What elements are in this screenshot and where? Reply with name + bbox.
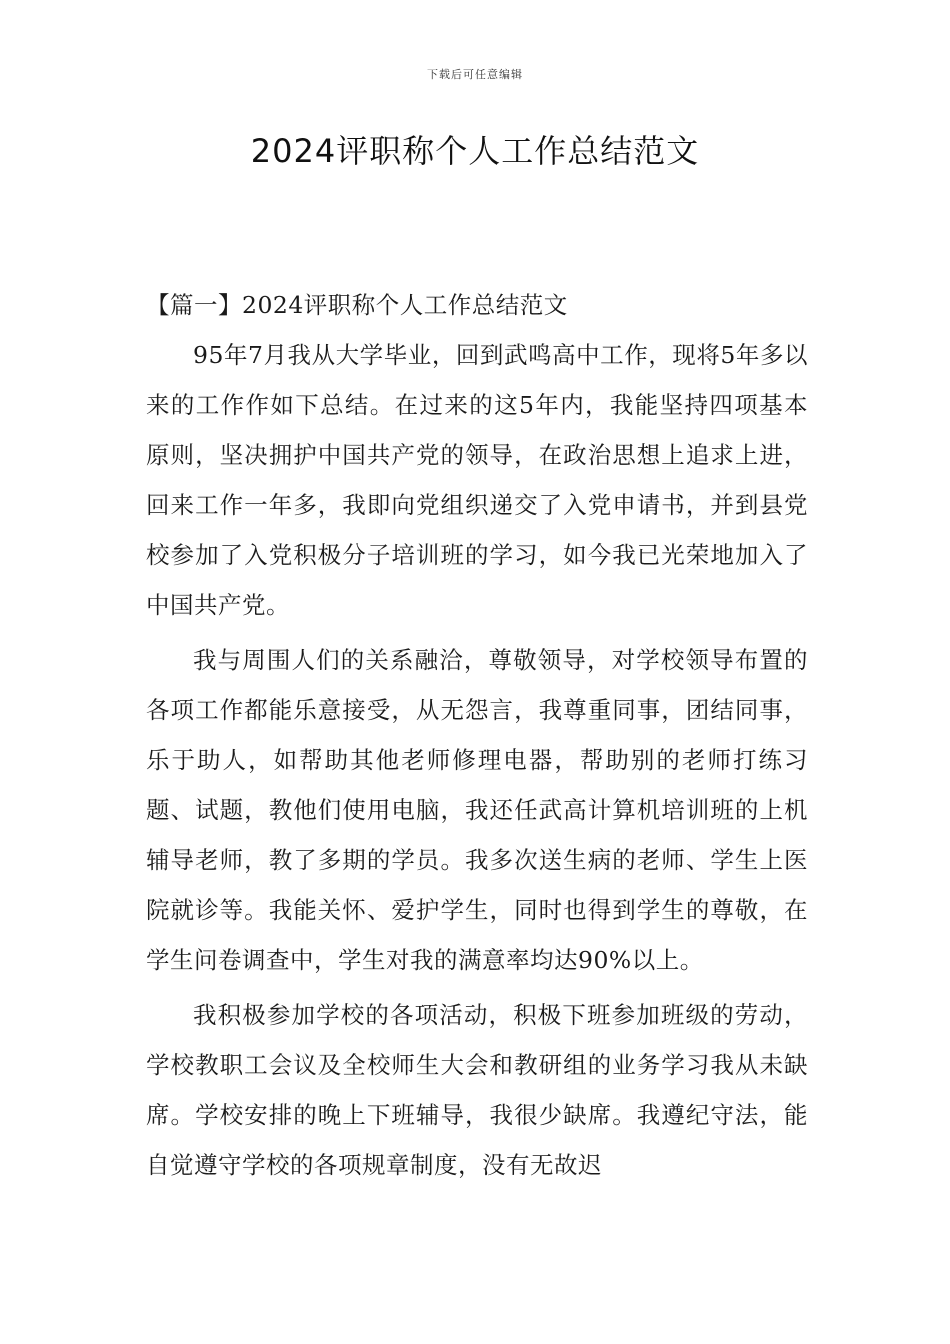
paragraph-3: 我积极参加学校的各项活动，积极下班参加班级的劳动，学校教职工会议及全校师生大会和教研组的业务学习我从未缺席。学校安排的晚上下班辅导，我很少缺席。我遵纪守法，能自觉遵守学校的各项规章制度，没有无故迟 <box>146 1001 808 1179</box>
header-note: 下载后可任意编辑 <box>427 68 523 81</box>
section-heading: 【篇一】2024评职称个人工作总结范文 <box>146 291 568 319</box>
document-body <box>146 280 808 1195</box>
paragraph-1: 95年7月我从大学毕业，回到武鸣高中工作，现将5年多以来的工作作如下总结。在过来的这5年内，我能坚持四项基本原则，坚决拥护中国共产党的领导，在政治思想上追求上进，回来工作一年多，我即向党组织递交了入党申请书，并到县党校参加了入党积极分子培训班的学习，如今我已光荣地加入了中国共产党。 <box>146 341 808 619</box>
paragraph-2: 我与周围人们的关系融洽，尊敬领导，对学校领导布置的各项工作都能乐意接受，从无怨言，我尊重同事，团结同事，乐于助人，如帮助其他老师修理电器，帮助别的老师打练习题、试题，教他们使用电脑，我还任武高计算机培训班的上机辅导老师，教了多期的学员。我多次送生病的老师、学生上医院就诊等。我能关怀、爱护学生，同时也得到学生的尊敬，在学生问卷调查中，学生对我的满意率均达90%以上。 <box>146 646 808 974</box>
document-title: 2024评职称个人工作总结范文 <box>250 132 700 170</box>
